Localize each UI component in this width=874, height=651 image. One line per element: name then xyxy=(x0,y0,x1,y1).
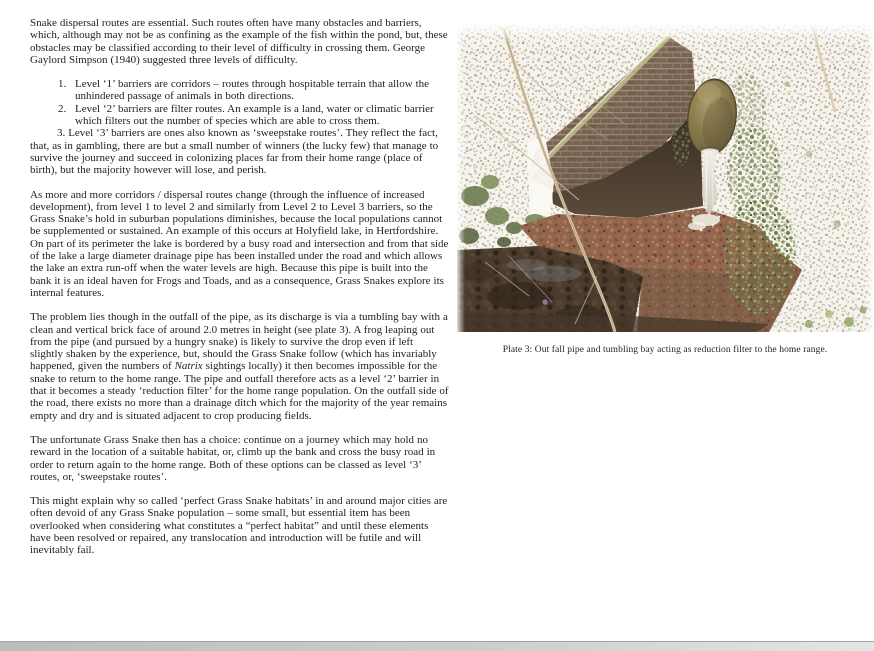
list-item-level-1 xyxy=(30,78,449,103)
list-item-text: Level ‘2’ barriers are filter routes. An example is a land, water or climatic barrier which filters out the number of species which are able to cross them. xyxy=(75,102,434,128)
plate3-caption: Plate 3: Out fall pipe and tumbling bay acting as reduction filter to the home range. xyxy=(502,345,828,355)
paragraph-outfall xyxy=(30,311,449,422)
body-text-column xyxy=(30,17,449,569)
list-item-level-2 xyxy=(30,103,449,128)
list-number: 1. xyxy=(58,78,67,91)
plate3-figure xyxy=(457,24,873,355)
paragraph-corridors: As more and more corridors / dispersal routes change (through the influence of increased development), from level 1 to level 2 and similarly from Level 2 to Level 3 barriers, so the Grass Snake’s hold in suburban populations diminishes, because the local populations cannot be supplemented or sustained. An example of this occurs at Holyfield lake, in Hertfordshire. On part of its perimeter the lake is bordered by a busy road and intersection and from that side of the lake a large diameter drainage pipe has been installed under the road and which allows the lake an extra run-off when the water levels are high. Because this pipe is built into the bank it is an ideal haven for Frogs and Toads, and as a consequence, Grass Snakes explore its internal features. xyxy=(30,188,449,299)
latin-name-natrix: Natrix xyxy=(174,360,203,373)
list-number: 3. xyxy=(57,127,66,140)
paragraph-outfall-text: The problem lies though in the outfall of the pipe, as its discharge is via a tumbling bay with a clean and vertical brick face of around 2.0 metres in height (see plate 3). A frog leaping out from the pipe (and pursued by a hungry snake) is likely to survive the drop even if left slightly shaken by the experience, but, should the Grass Snake follow (which has invariably happened, given the numbers of xyxy=(30,311,448,373)
list-item-text: Level ‘1’ barriers are corridors – routes through hospitable terrain that allow the unhindered passage of animals in both directions. xyxy=(75,78,430,103)
paragraph-choice: The unfortunate Grass Snake then has a choice: continue on a journey which may hold no reward in the location of a suitable habitat, or, climb up the bank and cross the busy road in order to return again to the home range. Both of these options can be classed as level ‘3’ routes, or, ‘sweepstake routes’. xyxy=(30,433,436,483)
list-item-level-3 xyxy=(30,127,449,176)
paragraph-intro: Snake dispersal routes are essential. Such routes often have many obstacles and barriers, which, although may not be as confining as the example of the fish within the pond, but, these obstacles may be classified according to their level of difficulty in crossing them. George Gaylord Simpson (1940) suggested three levels of difficulty. xyxy=(30,17,448,66)
scan-edge-strip xyxy=(0,641,874,651)
list-item-text: Level ‘3’ barriers are ones also known as ‘sweepstake routes’. They reflect the fact, that, as in gambling, there are but a small number of winners (the lucky few) that manage to survive the journey and succeed in colonizing places far from their home range (place of birth), but the majority however will lose, and perish. xyxy=(30,127,439,177)
paragraph-outfall-text: sightings locally) it then becomes impossible for the snake to return to the home range. The pipe and outfall therefore acts as a level ‘2’ barrier in that it becomes a steady ‘reduction filter’ for the home range population. On the outfall side of the road, there exists no more than a drainage ditch which for the majority of the year remains empty and dry and is situated adjacent to crop producing fields. xyxy=(30,360,449,422)
plate3-photo xyxy=(457,24,873,332)
barrier-levels-list xyxy=(30,78,449,176)
list-number: 2. xyxy=(58,102,67,115)
paragraph-conclusion: This might explain why so called ‘perfect Grass Snake habitats’ in and around major cities are often devoid of any Grass Snake population – some small, but essential item has been overlooked when considering what constitutes a “perfect habitat” and until these elements have been resolved or repaired, any translocation and introduction will be futile and will inevitably fail. xyxy=(30,495,448,557)
